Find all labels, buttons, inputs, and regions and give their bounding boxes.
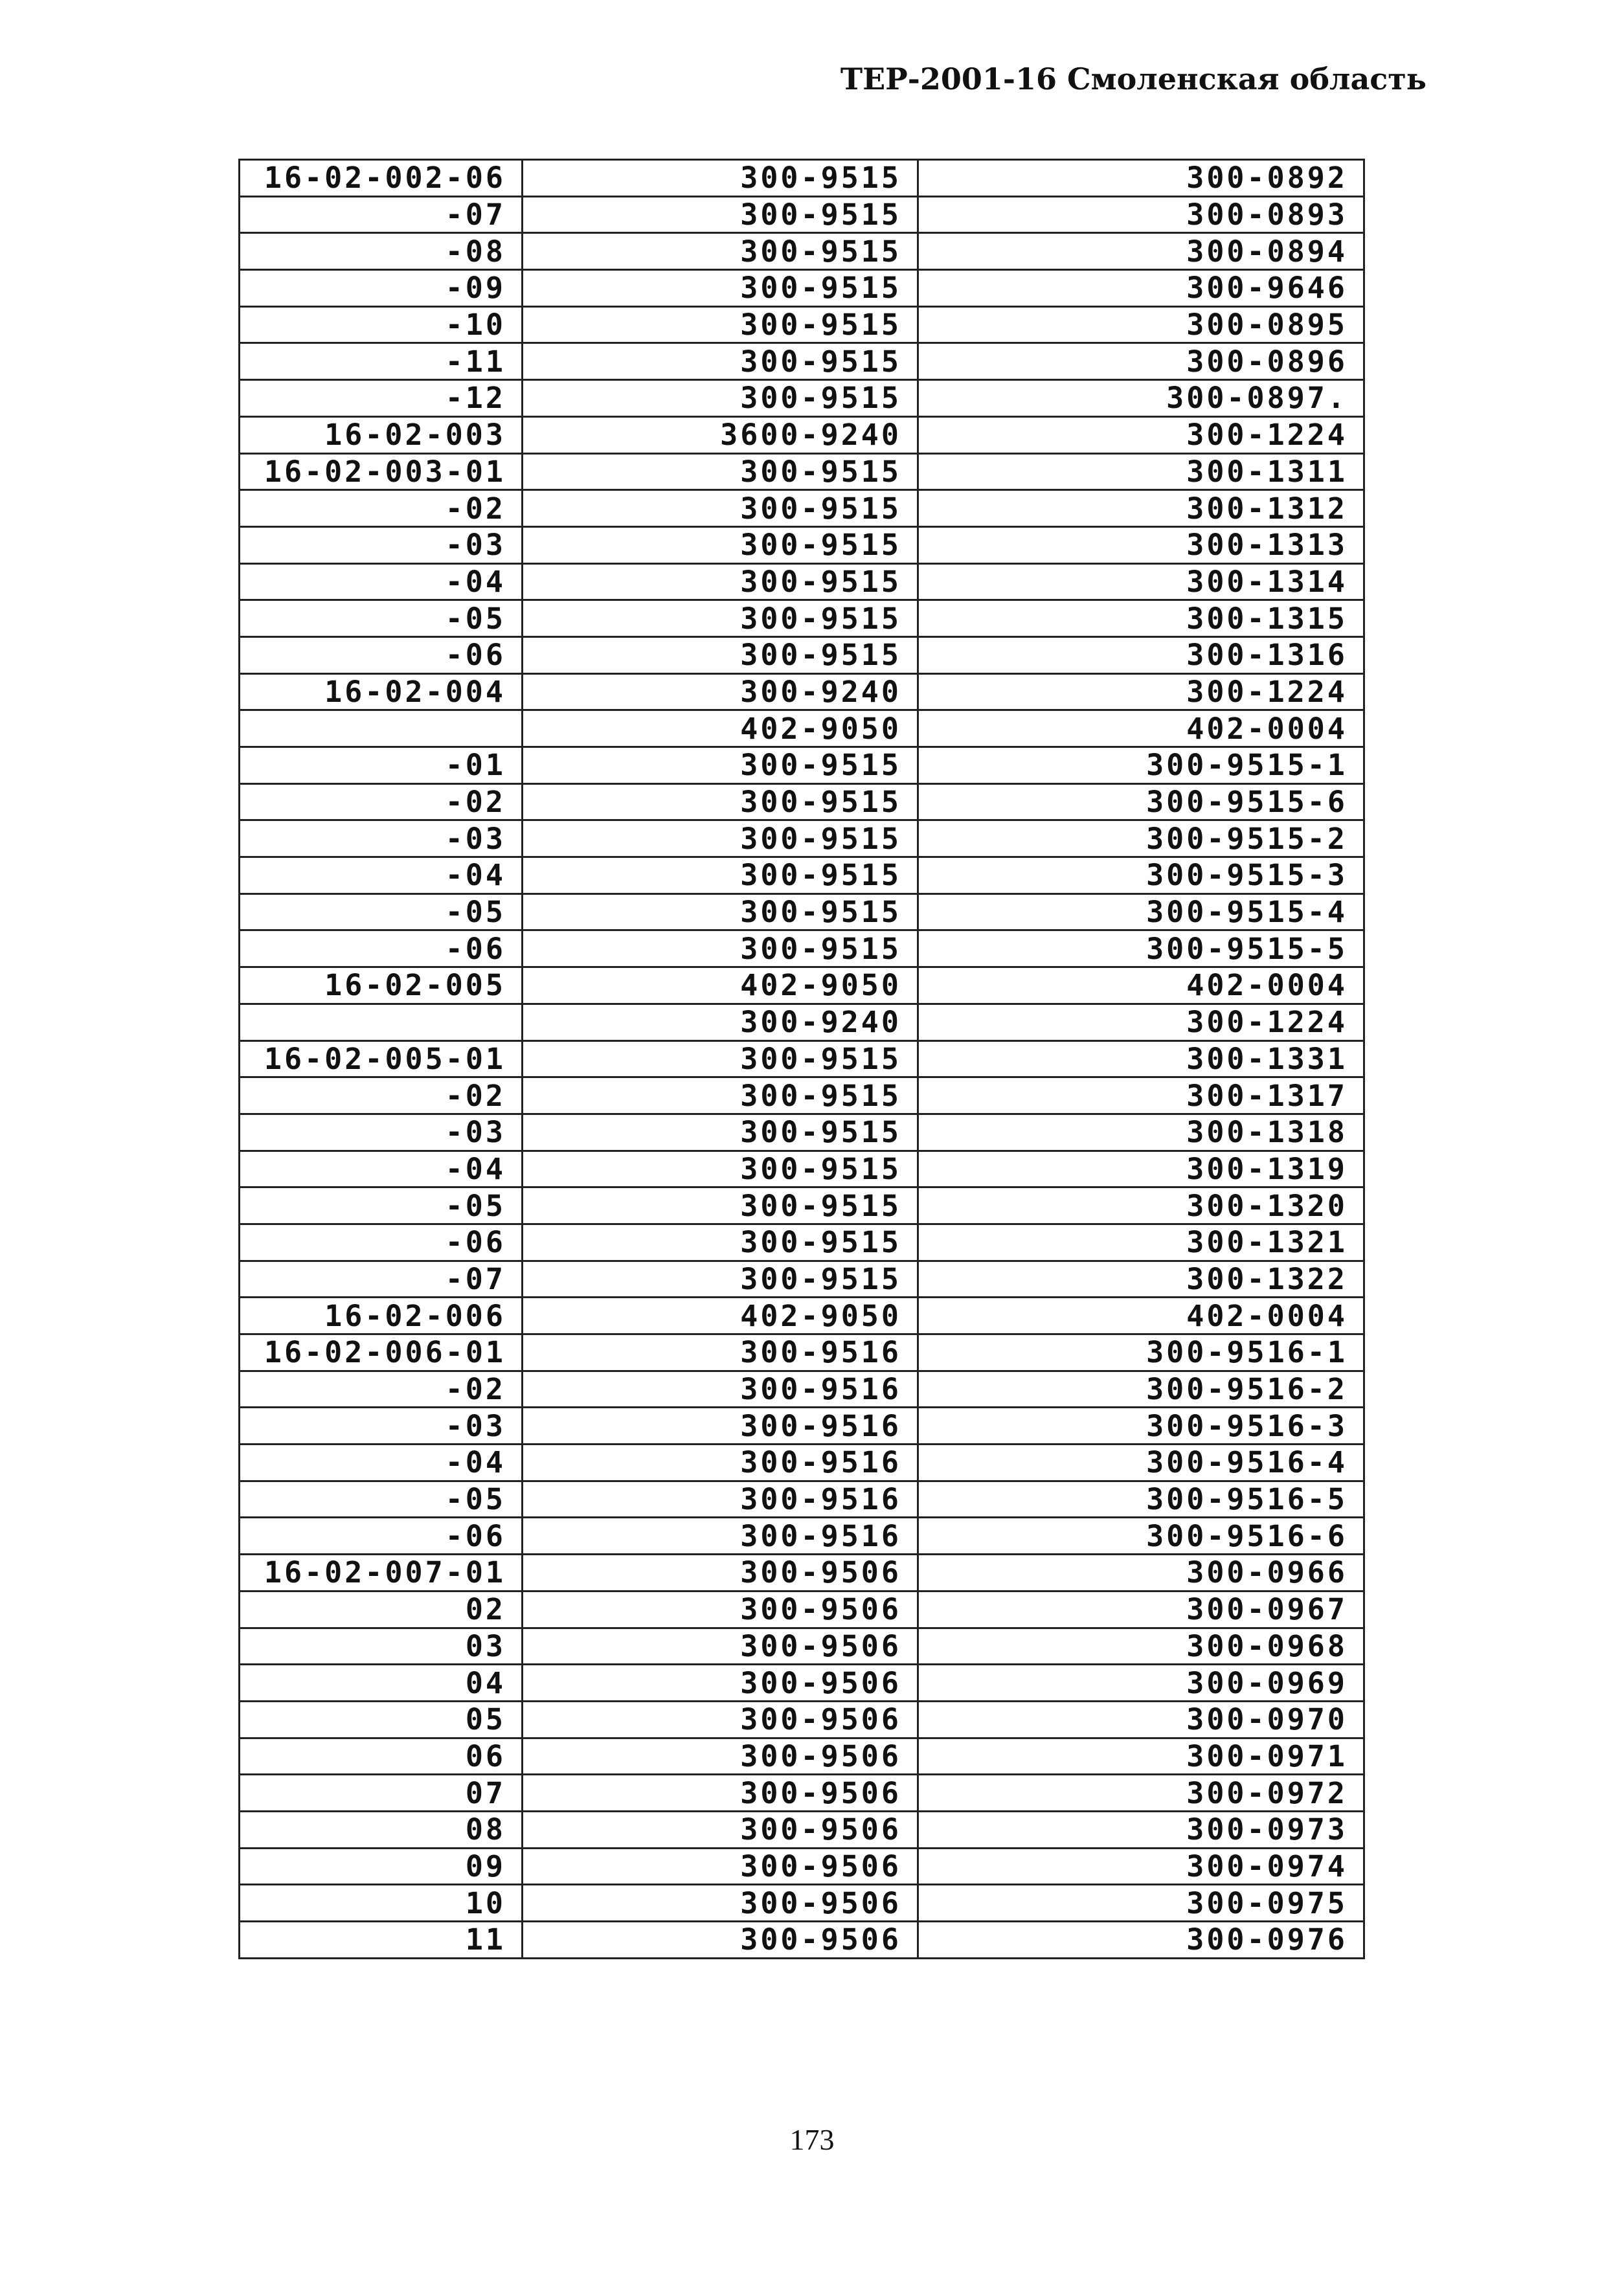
rate-code-cell: -05: [240, 1481, 523, 1518]
old-resource-code-cell: 300-9515: [523, 1077, 918, 1114]
table-row: [240, 1261, 1364, 1298]
table-row: [240, 1004, 1364, 1040]
rate-code-cell: 16-02-005: [240, 967, 523, 1004]
rate-code-cell: 16-02-005-01: [240, 1040, 523, 1077]
rate-code-cell: -03: [240, 820, 523, 857]
old-resource-code-cell: 300-9515: [523, 1151, 918, 1187]
table-row: [240, 1738, 1364, 1775]
rate-code-cell: -04: [240, 1151, 523, 1187]
old-resource-code-cell: 300-9506: [523, 1775, 918, 1812]
old-resource-code-cell: 300-9515: [523, 563, 918, 600]
old-resource-code-cell: 300-9240: [523, 673, 918, 710]
rate-code-cell: -02: [240, 490, 523, 527]
table-row: [240, 1040, 1364, 1077]
new-resource-code-cell: 300-9646: [918, 270, 1364, 307]
new-resource-code-cell: 300-1321: [918, 1224, 1364, 1261]
old-resource-code-cell: 300-9515: [523, 453, 918, 490]
old-resource-code-cell: 300-9516: [523, 1445, 918, 1481]
rate-code-cell: -05: [240, 1187, 523, 1224]
table-row: [240, 820, 1364, 857]
old-resource-code-cell: 300-9515: [523, 380, 918, 417]
new-resource-code-cell: 402-0004: [918, 1298, 1364, 1334]
new-resource-code-cell: 300-1311: [918, 453, 1364, 490]
new-resource-code-cell: 300-9515-5: [918, 930, 1364, 967]
table-row: [240, 343, 1364, 380]
old-resource-code-cell: 300-9515: [523, 233, 918, 270]
table-row: [240, 747, 1364, 784]
old-resource-code-cell: 300-9515: [523, 1040, 918, 1077]
table-row: [240, 857, 1364, 894]
old-resource-code-cell: 300-9506: [523, 1628, 918, 1665]
table-row: [240, 930, 1364, 967]
rate-code-cell: 03: [240, 1628, 523, 1665]
rate-code-cell: -06: [240, 636, 523, 673]
table-row: [240, 270, 1364, 307]
table-row: [240, 453, 1364, 490]
rate-code-cell: 02: [240, 1591, 523, 1628]
old-resource-code-cell: 300-9515: [523, 894, 918, 930]
rate-code-cell: [240, 710, 523, 747]
new-resource-code-cell: 300-1224: [918, 416, 1364, 453]
table-row: [240, 1518, 1364, 1555]
rate-code-cell: 09: [240, 1848, 523, 1885]
new-resource-code-cell: 300-1322: [918, 1261, 1364, 1298]
old-resource-code-cell: 300-9515: [523, 1187, 918, 1224]
new-resource-code-cell: 300-0892: [918, 160, 1364, 197]
new-resource-code-cell: 300-1312: [918, 490, 1364, 527]
new-resource-code-cell: 300-9515-4: [918, 894, 1364, 930]
rate-code-cell: [240, 1004, 523, 1040]
old-resource-code-cell: 300-9506: [523, 1811, 918, 1848]
old-resource-code-cell: 402-9050: [523, 710, 918, 747]
old-resource-code-cell: 300-9515: [523, 1224, 918, 1261]
old-resource-code-cell: 300-9240: [523, 1004, 918, 1040]
new-resource-code-cell: 300-9516-1: [918, 1334, 1364, 1371]
new-resource-code-cell: 300-0896: [918, 343, 1364, 380]
new-resource-code-cell: 300-0967: [918, 1591, 1364, 1628]
table-row: [240, 1885, 1364, 1922]
rate-code-cell: -06: [240, 930, 523, 967]
rate-code-cell: -05: [240, 894, 523, 930]
new-resource-code-cell: 300-1315: [918, 600, 1364, 637]
rate-code-cell: 05: [240, 1701, 523, 1738]
old-resource-code-cell: 300-9515: [523, 160, 918, 197]
new-resource-code-cell: 300-1314: [918, 563, 1364, 600]
old-resource-code-cell: 300-9515: [523, 1261, 918, 1298]
old-resource-code-cell: 300-9515: [523, 343, 918, 380]
new-resource-code-cell: 300-0897.: [918, 380, 1364, 417]
new-resource-code-cell: 300-0968: [918, 1628, 1364, 1665]
new-resource-code-cell: 300-9516-6: [918, 1518, 1364, 1555]
old-resource-code-cell: 300-9506: [523, 1591, 918, 1628]
table-row: [240, 1445, 1364, 1481]
new-resource-code-cell: 300-9515-3: [918, 857, 1364, 894]
new-resource-code-cell: 300-1317: [918, 1077, 1364, 1114]
new-resource-code-cell: 300-0966: [918, 1555, 1364, 1591]
rate-code-cell: 10: [240, 1885, 523, 1922]
table-row: [240, 1334, 1364, 1371]
new-resource-code-cell: 300-9516-4: [918, 1445, 1364, 1481]
rate-code-cell: 06: [240, 1738, 523, 1775]
table-row: [240, 673, 1364, 710]
new-resource-code-cell: 300-9515-1: [918, 747, 1364, 784]
table-row: [240, 380, 1364, 417]
new-resource-code-cell: 300-0976: [918, 1922, 1364, 1959]
new-resource-code-cell: 300-0975: [918, 1885, 1364, 1922]
new-resource-code-cell: 300-9515-6: [918, 783, 1364, 820]
rate-code-cell: 16-02-006: [240, 1298, 523, 1334]
table-row: [240, 1151, 1364, 1187]
old-resource-code-cell: 300-9515: [523, 270, 918, 307]
table-row: [240, 1077, 1364, 1114]
new-resource-code-cell: 300-0894: [918, 233, 1364, 270]
rate-code-cell: -04: [240, 857, 523, 894]
rate-code-cell: 16-02-002-06: [240, 160, 523, 197]
new-resource-code-cell: 402-0004: [918, 710, 1364, 747]
rate-code-cell: 16-02-003: [240, 416, 523, 453]
table-row: [240, 306, 1364, 343]
table-row: [240, 1701, 1364, 1738]
table-row: [240, 1775, 1364, 1812]
table-row: [240, 894, 1364, 930]
new-resource-code-cell: 300-0969: [918, 1665, 1364, 1702]
table-row: [240, 416, 1364, 453]
rate-code-cell: -08: [240, 233, 523, 270]
old-resource-code-cell: 300-9515: [523, 196, 918, 233]
rate-code-cell: -02: [240, 1077, 523, 1114]
rate-code-cell: -04: [240, 1445, 523, 1481]
rate-code-cell: 08: [240, 1811, 523, 1848]
old-resource-code-cell: 300-9515: [523, 526, 918, 563]
old-resource-code-cell: 300-9506: [523, 1701, 918, 1738]
old-resource-code-cell: 300-9506: [523, 1665, 918, 1702]
rate-code-cell: 16-02-003-01: [240, 453, 523, 490]
rate-code-cell: -09: [240, 270, 523, 307]
new-resource-code-cell: 300-0970: [918, 1701, 1364, 1738]
new-resource-code-cell: 300-9515-2: [918, 820, 1364, 857]
old-resource-code-cell: 300-9515: [523, 783, 918, 820]
new-resource-code-cell: 300-0974: [918, 1848, 1364, 1885]
table-row: [240, 783, 1364, 820]
page-number: 173: [789, 2123, 835, 2156]
rate-code-cell: 16-02-006-01: [240, 1334, 523, 1371]
new-resource-code-cell: 300-1316: [918, 636, 1364, 673]
new-resource-code-cell: 300-0893: [918, 196, 1364, 233]
old-resource-code-cell: 300-9506: [523, 1848, 918, 1885]
old-resource-code-cell: 300-9515: [523, 857, 918, 894]
table-row: [240, 1628, 1364, 1665]
table-row: [240, 1187, 1364, 1224]
old-resource-code-cell: 300-9515: [523, 1114, 918, 1151]
old-resource-code-cell: 300-9516: [523, 1518, 918, 1555]
rate-code-cell: 16-02-004: [240, 673, 523, 710]
rate-code-cell: -10: [240, 306, 523, 343]
old-resource-code-cell: 300-9515: [523, 930, 918, 967]
table-row: [240, 967, 1364, 1004]
rate-code-cell: -03: [240, 1114, 523, 1151]
old-resource-code-cell: 300-9515: [523, 820, 918, 857]
old-resource-code-cell: 300-9515: [523, 600, 918, 637]
rate-code-cell: -05: [240, 600, 523, 637]
old-resource-code-cell: 300-9516: [523, 1371, 918, 1408]
new-resource-code-cell: 300-1224: [918, 1004, 1364, 1040]
old-resource-code-cell: 300-9516: [523, 1408, 918, 1445]
old-resource-code-cell: 300-9515: [523, 306, 918, 343]
table-row: [240, 1591, 1364, 1628]
table-row: [240, 1408, 1364, 1445]
table-row: [240, 196, 1364, 233]
table-row: [240, 490, 1364, 527]
rate-code-cell: -06: [240, 1224, 523, 1261]
old-resource-code-cell: 300-9506: [523, 1738, 918, 1775]
table-row: [240, 233, 1364, 270]
table-row: [240, 1922, 1364, 1959]
table-row: [240, 1114, 1364, 1151]
new-resource-code-cell: 300-1331: [918, 1040, 1364, 1077]
rate-code-cell: -12: [240, 380, 523, 417]
new-resource-code-cell: 300-1313: [918, 526, 1364, 563]
rate-code-cell: -11: [240, 343, 523, 380]
old-resource-code-cell: 300-9506: [523, 1885, 918, 1922]
rate-code-cell: 11: [240, 1922, 523, 1959]
new-resource-code-cell: 402-0004: [918, 967, 1364, 1004]
table-row: [240, 1224, 1364, 1261]
rate-code-cell: -07: [240, 1261, 523, 1298]
rate-code-cell: -02: [240, 783, 523, 820]
old-resource-code-cell: 402-9050: [523, 1298, 918, 1334]
table-row: [240, 710, 1364, 747]
new-resource-code-cell: 300-0973: [918, 1811, 1364, 1848]
new-resource-code-cell: 300-0895: [918, 306, 1364, 343]
page-header-title: ТЕР-2001-16 Смоленская область: [840, 62, 1427, 96]
table-row: [240, 526, 1364, 563]
old-resource-code-cell: 300-9516: [523, 1481, 918, 1518]
new-resource-code-cell: 300-1319: [918, 1151, 1364, 1187]
rate-code-cell: 07: [240, 1775, 523, 1812]
table-row: [240, 1481, 1364, 1518]
rate-code-cell: 16-02-007-01: [240, 1555, 523, 1591]
old-resource-code-cell: 402-9050: [523, 967, 918, 1004]
table-row: [240, 636, 1364, 673]
rate-code-cell: 04: [240, 1665, 523, 1702]
old-resource-code-cell: 300-9515: [523, 490, 918, 527]
new-resource-code-cell: 300-1224: [918, 673, 1364, 710]
table-row: [240, 600, 1364, 637]
rate-code-cell: -03: [240, 526, 523, 563]
new-resource-code-cell: 300-9516-3: [918, 1408, 1364, 1445]
new-resource-code-cell: 300-9516-5: [918, 1481, 1364, 1518]
rate-code-cell: -02: [240, 1371, 523, 1408]
resource-code-table: [238, 159, 1365, 1959]
rate-code-cell: -04: [240, 563, 523, 600]
table-row: [240, 1371, 1364, 1408]
old-resource-code-cell: 300-9506: [523, 1555, 918, 1591]
old-resource-code-cell: 300-9506: [523, 1922, 918, 1959]
old-resource-code-cell: 300-9516: [523, 1334, 918, 1371]
new-resource-code-cell: 300-0971: [918, 1738, 1364, 1775]
new-resource-code-cell: 300-9516-2: [918, 1371, 1364, 1408]
table-row: [240, 1811, 1364, 1848]
table-row: [240, 1848, 1364, 1885]
new-resource-code-cell: 300-1318: [918, 1114, 1364, 1151]
table-row: [240, 1555, 1364, 1591]
rate-code-cell: -01: [240, 747, 523, 784]
rate-code-cell: -06: [240, 1518, 523, 1555]
rate-code-cell: -07: [240, 196, 523, 233]
table-row: [240, 1298, 1364, 1334]
table-row: [240, 160, 1364, 197]
old-resource-code-cell: 3600-9240: [523, 416, 918, 453]
new-resource-code-cell: 300-0972: [918, 1775, 1364, 1812]
old-resource-code-cell: 300-9515: [523, 636, 918, 673]
table-row: [240, 1665, 1364, 1702]
new-resource-code-cell: 300-1320: [918, 1187, 1364, 1224]
table-row: [240, 563, 1364, 600]
rate-code-cell: -03: [240, 1408, 523, 1445]
old-resource-code-cell: 300-9515: [523, 747, 918, 784]
table-body: [240, 160, 1364, 1959]
